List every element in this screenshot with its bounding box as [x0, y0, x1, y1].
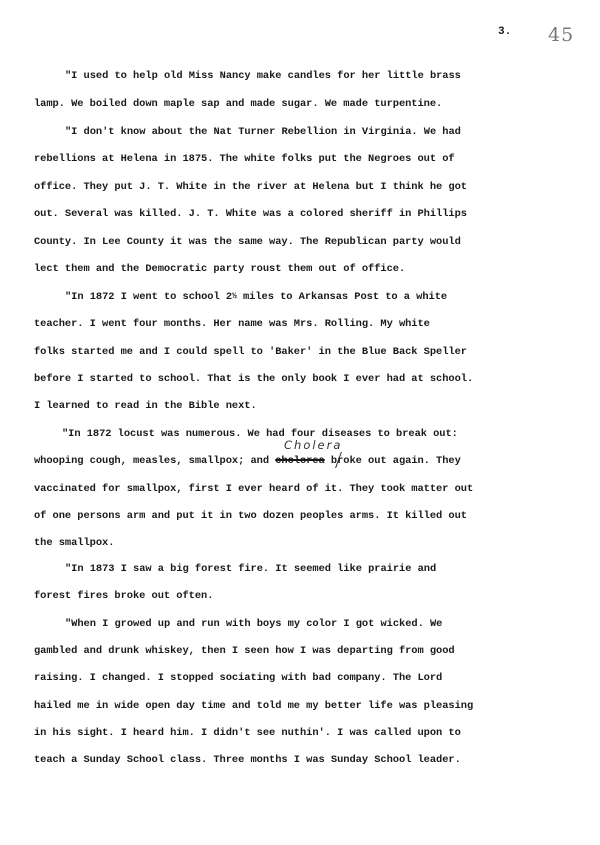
text-line: in his sight. I heard him. I didn't see nuthin'. I was called upon to: [34, 727, 461, 739]
struck-out-word: cholorea: [275, 455, 325, 467]
text-line: teacher. I went four months. Her name was Mrs. Rolling. My white: [34, 318, 430, 330]
text-segment: whooping cough, measles, smallpox; and: [34, 455, 276, 467]
text-line: gambled and drunk whiskey, then I seen how I was departing from good: [34, 645, 455, 657]
text-line: "In 1872 locust was numerous. We had four diseases to break out:: [62, 428, 458, 440]
text-line: lect them and the Democratic party roust them out of office.: [34, 263, 406, 275]
text-line: office. They put J. T. White in the river at Helena but I think he got: [34, 181, 467, 193]
text-line: teach a Sunday School class. Three months I was Sunday School leader.: [34, 754, 461, 766]
text-line: raising. I changed. I stopped sociating with bad company. The Lord: [34, 672, 443, 684]
text-line: folks started me and I could spell to 'Baker' in the Blue Back Speller: [34, 346, 467, 358]
text-line: I learned to read in the Bible next.: [34, 400, 257, 412]
text-segment: miles to Arkansas Post to a white: [236, 291, 448, 303]
text-line: "I don't know about the Nat Turner Rebellion in Virginia. We had: [65, 126, 461, 138]
text-line: out. Several was killed. J. T. White was a colored sheriff in Phillips: [34, 208, 467, 220]
text-line: before I started to school. That is the only book I ever had at school.: [34, 373, 474, 385]
text-line: [65, 290, 447, 304]
text-segment: broke out again. They: [324, 455, 461, 467]
text-line: the smallpox.: [34, 537, 115, 549]
handwritten-page-number: 45: [548, 24, 575, 46]
text-line: County. In Lee County it was the same way. The Republican party would: [34, 236, 461, 248]
handwritten-correction: Cholera: [284, 438, 343, 452]
text-line: "In 1873 I saw a big forest fire. It seemed like prairie and: [65, 563, 437, 575]
text-line: forest fires broke out often.: [34, 590, 214, 602]
fraction: ½: [232, 292, 237, 301]
text-line: hailed me in wide open day time and told me my better life was pleasing: [34, 700, 474, 712]
text-line: "I used to help old Miss Nancy make candles for her little brass: [65, 70, 461, 82]
text-line: lamp. We boiled down maple sap and made sugar. We made turpentine.: [34, 98, 443, 110]
text-line: [34, 454, 461, 468]
text-segment: "In 1872 I went to school 2: [65, 291, 233, 303]
text-line: of one persons arm and put it in two dozen peoples arms. It killed out: [34, 510, 467, 522]
typed-page-number: 3.: [498, 26, 512, 38]
text-line: "When I growed up and run with boys my color I got wicked. We: [65, 618, 443, 630]
text-line: vaccinated for smallpox, first I ever heard of it. They took matter out: [34, 483, 474, 495]
text-line: rebellions at Helena in 1875. The white folks put the Negroes out of: [34, 153, 455, 165]
